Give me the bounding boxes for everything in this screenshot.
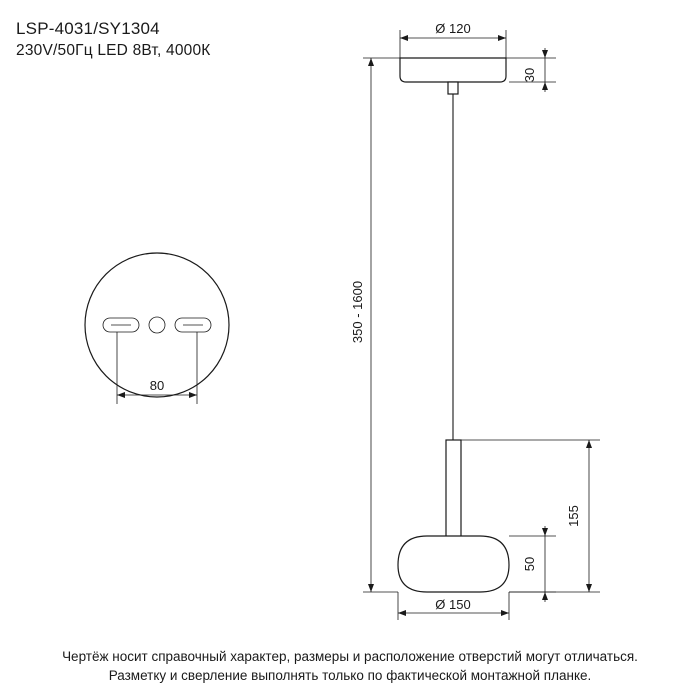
lamp-shade <box>398 536 509 592</box>
footer-note <box>0 647 700 686</box>
arrow-80-right <box>189 392 197 398</box>
footer-line-1: Чертёж носит справочный характер, размеры и расположение отверстий могут отличаться. <box>62 648 638 664</box>
arrow-80-left <box>117 392 125 398</box>
dim-label-30: 30 <box>522 67 537 83</box>
dim-label-dia150: Ø 150 <box>435 597 471 612</box>
ceiling-base-circle <box>85 253 229 397</box>
cable-connector <box>448 82 458 94</box>
dim-label-155: 155 <box>566 505 581 527</box>
canopy-body <box>400 58 506 82</box>
arrow-30-top <box>542 50 548 58</box>
arrow-155-top <box>586 440 592 448</box>
dim-label-range: 350 - 1600 <box>350 280 365 344</box>
dim-label-80: 80 <box>149 378 165 393</box>
arrow-dia120-right <box>498 35 506 41</box>
arrow-dia150-left <box>398 610 406 616</box>
arrow-155-bottom <box>586 584 592 592</box>
arrow-50-top <box>542 528 548 536</box>
arrow-range-top <box>368 58 374 66</box>
footer-line-2: Разметку и сверление выполнять только по фактической монтажной планке. <box>108 668 592 684</box>
product-model: LSP-4031/SY1304 <box>16 19 160 38</box>
arrow-dia150-right <box>501 610 509 616</box>
lamp-stem <box>446 440 461 540</box>
dim-label-50: 50 <box>522 556 537 572</box>
arrow-30-bottom <box>542 82 548 90</box>
product-specs: 230V/50Гц LED 8Вт, 4000К <box>16 41 211 59</box>
arrow-range-bottom <box>368 584 374 592</box>
arrow-50-bottom <box>542 592 548 600</box>
dim-label-dia120: Ø 120 <box>435 21 471 36</box>
elevation-view-group <box>350 21 600 620</box>
arrow-dia120-left <box>400 35 408 41</box>
plan-view-group <box>85 253 229 404</box>
